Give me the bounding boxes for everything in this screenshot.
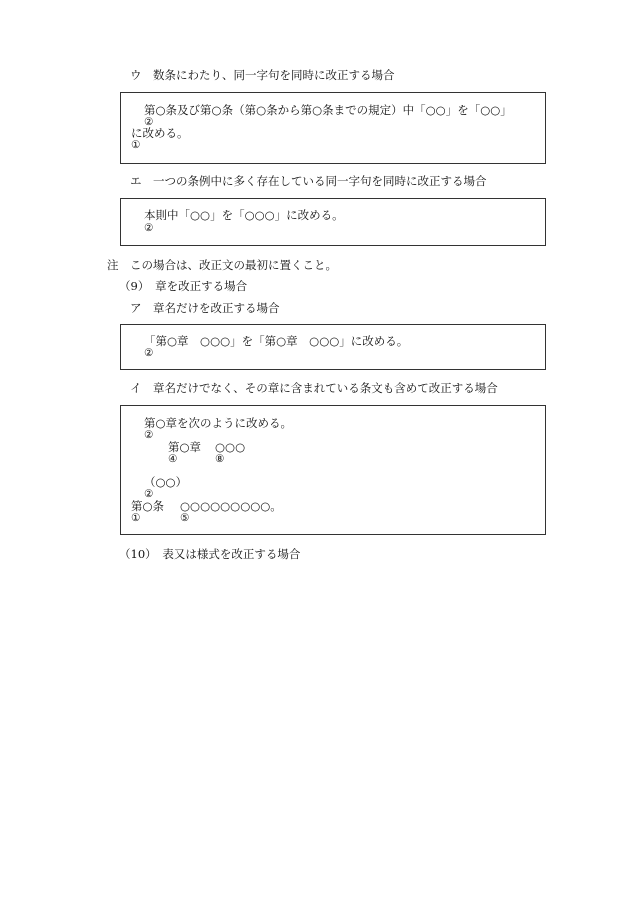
box-u-line1: 第○条及び第○条（第○条から第○条までの規定）中「○○」を「○○」 — [144, 103, 512, 117]
box-9i-chapter-name: ○○○ — [215, 440, 246, 454]
section-e-heading: エ 一つの条例中に多く存在している同一字句を同時に改正する場合 — [130, 174, 487, 188]
section-9a-heading: ア 章名だけを改正する場合 — [130, 301, 280, 315]
section-u-heading: ウ 数条にわたり、同一字句を同時に改正する場合 — [130, 68, 395, 82]
box-e-mark-2: ② — [144, 222, 154, 234]
example-box-e — [120, 198, 546, 246]
section-9-heading: （9） 章を改正する場合 — [119, 279, 248, 293]
section-9i-heading: イ 章名だけでなく、その章に含まれている条文も含めて改正する場合 — [130, 381, 498, 395]
box-9i-mark-2: ② — [144, 429, 154, 441]
box-u-line2: に改める。 — [131, 126, 189, 140]
box-9i-caption: （○○） — [144, 475, 188, 489]
box-e-line1: 本則中「○○」を「○○○」に改める。 — [144, 208, 344, 222]
box-u-mark-1: ① — [131, 139, 141, 151]
box-9i-mark-4: ④ — [168, 453, 178, 465]
box-9i-mark-5: ⑤ — [180, 512, 190, 524]
note-text: 注 この場合は、改正文の最初に置くこと。 — [107, 258, 337, 272]
section-10-heading: （10） 表又は様式を改正する場合 — [119, 547, 301, 561]
box-9i-mark-1: ① — [131, 512, 141, 524]
box-9i-mark-2b: ② — [144, 488, 154, 500]
box-u-mark-2: ② — [144, 116, 154, 128]
box-9i-mark-8: ⑧ — [215, 453, 225, 465]
box-9a-mark-2: ② — [144, 347, 154, 359]
box-9i-article-text: ○○○○○○○○○。 — [180, 499, 282, 513]
box-9i-line1: 第○章を次のように改める。 — [144, 416, 293, 430]
box-9a-line1: 「第○章 ○○○」を「第○章 ○○○」に改める。 — [144, 334, 409, 348]
box-9i-chapter: 第○章 — [168, 440, 202, 454]
box-9i-article: 第○条 — [131, 499, 165, 513]
